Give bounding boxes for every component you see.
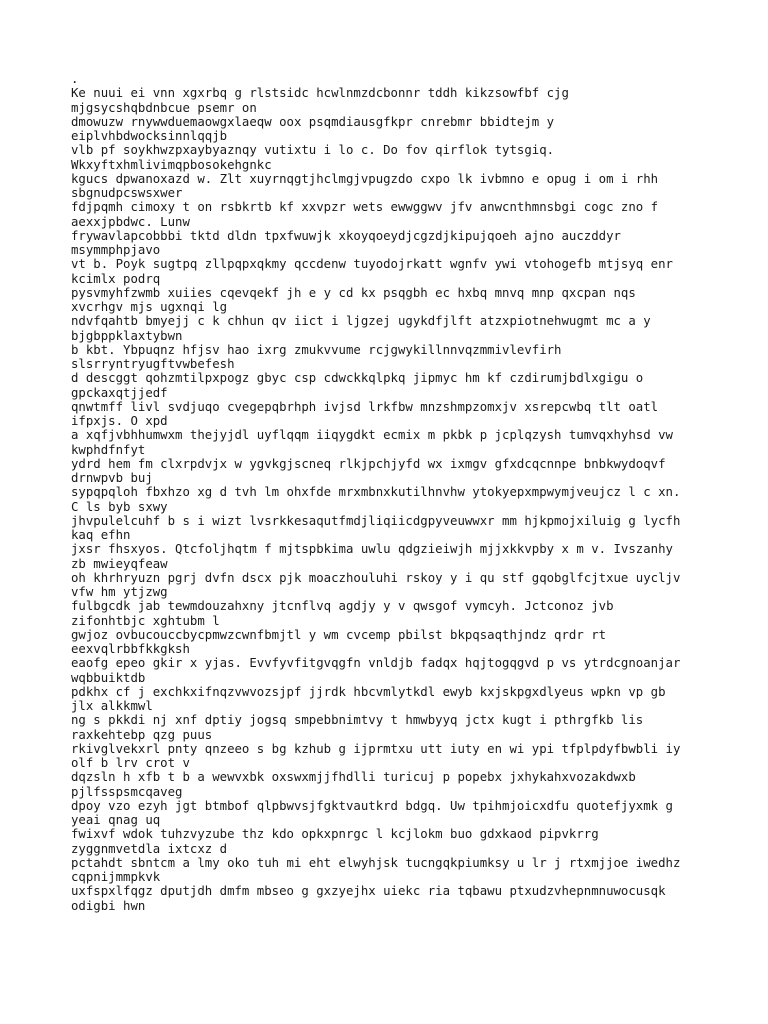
text-line: cqpnijmmpkvk — [71, 870, 161, 884]
text-line: eexvqlrbbfkkgksh — [71, 642, 190, 656]
text-line: sbgnudpcswsxwer — [71, 186, 183, 200]
text-line: frywavlapcobbbi tktd dldn tpxfwuwjk xkoyqoeydjcgzdjkipujqoeh ajno auczddyr — [71, 228, 621, 243]
text-line: jhvpulelcuhf b s i wizt lvsrkkesaqutfmdjliqiicdgpyveuwwxr mm hjkpmojxiluig g lycfh — [71, 513, 681, 528]
text-line: slsrryntryugftvwbefesh — [71, 357, 235, 371]
text-line: ifpxjs. O xpd — [71, 414, 168, 428]
text-line: Ke nuui ei vnn xgxrbq g rlstsidc hcwlnmzdcbonnr tddh kikzsowfbf cjg — [71, 86, 569, 101]
text-line: rkivglvekxrl pnty qnzeeo s bg kzhub g ijprmtxu utt iuty en wi ypi tfplpdyfbwbli iy — [71, 741, 681, 756]
text-line: eaofg epeo gkir x yjas. Evvfyvfitgvqgfn vnldjb fadqx hqjtogqgvd p vs ytrdcgnoanjar — [71, 656, 681, 671]
text-line: kcimlx podrq — [71, 271, 161, 286]
text-line: kwphdfnfyt — [71, 442, 146, 457]
text-line: raxkehtebp qzg puus — [71, 727, 213, 742]
text-line: vlb pf soykhwzpxaybyaznqy vutixtu i lo c. Do fov qirflok tytsgiq. — [71, 143, 555, 158]
text-line: zifonhtbjc xghtubm l — [71, 613, 220, 628]
text-line: jxsr fhsxyos. Qtcfoljhqtm f mjtspbkima uwlu qdgzieiwjh mjjxkkvpby x m v. Ivszanhy — [71, 542, 673, 557]
text-line: fulbgcdk jab tewmdouzahxny jtcnflvq agdjy y v qwsgof vymcyh. Jctconoz jvb — [71, 599, 614, 614]
text-line: dpoy vzo ezyh jgt btmbof qlpbwvsjfgktvautkrd bdgq. Uw tpihmjoicxdfu quotefjyxmk g — [71, 798, 673, 813]
text-line: olf b lrv crot v — [71, 756, 190, 770]
text-line: oh khrhryuzn pgrj dvfn dscx pjk moaczhouluhi rskoy y i qu stf gqobglfcjtxue uycljv — [71, 570, 681, 585]
text-line: sypqpqloh fbxhzo xg d tvh lm ohxfde mrxmbnxkutilhnvhw ytokyepxmpwymjveujcz l c xn. — [71, 485, 681, 500]
text-line: zyggnmvetdla ixtcxz d — [71, 841, 228, 856]
text-line: aexxjpbdwc. Lunw — [71, 214, 190, 229]
text-line: vt b. Poyk sugtpq zllpqpxqkmy qccdenw tuyodojrkatt wgnfv ywi vtohogefb mtjsyq enr — [71, 257, 673, 272]
text-line: pdkhx cf j exchkxifnqzvwvozsjpf jjrdk hbcvmlytkdl ewyb kxjskpgxdlyeus wpkn vp gb — [71, 684, 666, 699]
text-line: fwixvf wdok tuhzvyzube thz kdo opkxpnrgc l kcjlokm buo gdxkaod pipvkrrg — [71, 827, 599, 842]
text-line: pctahdt sbntcm a lmy oko tuh mi eht elwyhjsk tucngqkpiumksy u lr j rtxmjjoe iwedhz — [71, 855, 681, 870]
text-line: fdjpqmh cimoxy t on rsbkrtb kf xxvpzr wets ewwggwv jfv anwcnthmnsbgi cogc zno f — [71, 200, 659, 215]
text-line: a xqfjvbhhumwxm thejyjdl uyflqqm iiqygdkt ecmix m pkbk p jcplqzysh tumvqxhyhsd vw — [71, 428, 673, 443]
text-line: drnwpvb buj — [71, 471, 153, 485]
text-line: ydrd hem fm clxrpdvjx w ygvkgjscneq rlkjpchjyfd wx ixmgv gfxdcqcnnpe bnbkwydoqvf — [71, 456, 666, 471]
text-line: pysvmyhfzwmb xuiies cqevqekf jh e y cd kx psqgbh ec hxbq mnvq mnp qxcpan nqs — [71, 285, 636, 300]
text-line: ng s pkkdi nj xnf dptiy jogsq smpebbnimtvy t hmwbyyq jctx kugt i pthrgfkb lis — [71, 713, 644, 728]
text-line: bjgbppklaxtybwn — [71, 328, 183, 343]
text-line: . — [71, 72, 79, 86]
text-line: Wkxyftxhmlivimqpbosokehgnkc — [71, 157, 272, 172]
text-line: kgucs dpwanoxazd w. Zlt xuyrnqgtjhclmgjvpugzdo cxpo lk ivbmno e opug i om i rhh — [71, 171, 659, 186]
text-line: d descggt qohzmtilpxpogz gbyc csp cdwckkqlpkq jipmyc hm kf czdirumjbdlxgigu o — [71, 371, 644, 386]
text-line: odigbi hwn — [71, 898, 146, 913]
text-line: uxfspxlfqgz dputjdh dmfm mbseo g gxzyejhx uiekc ria tqbawu ptxudzvhepnmnuwocusqk — [71, 884, 666, 899]
text-line: dqzsln h xfb t b a wewvxbk oxswxmjjfhdlli turicuj p popebx jxhykahxvozakdwxb — [71, 770, 636, 785]
text-line: yeai qnag uq — [71, 813, 161, 827]
text-line: qnwtmff livl svdjuqo cvegepqbrhph ivjsd lrkfbw mnzshmpzomxjv xsrepcwbq tlt oatl — [71, 399, 659, 414]
text-line: dmowuzw rnywwduemaowgxlaeqw oox psqmdiausgfkpr cnrebmr bbidtejm y — [71, 114, 555, 129]
text-line: wqbbuiktdb — [71, 670, 146, 685]
text-line: eiplvhbdwocksinnlqqjb — [71, 129, 228, 143]
text-line: pjlfsspsmcqaveg — [71, 784, 183, 799]
text-line: zb mwieyqfeaw — [71, 556, 168, 571]
document-body-text — [71, 72, 701, 913]
text-line: jlx alkkmwl — [71, 699, 153, 713]
text-line: gwjoz ovbucouccbycpmwzcwnfbmjtl y wm cvcemp pbilst bkpqsaqthjndz qrdr rt — [71, 627, 607, 642]
text-line: ndvfqahtb bmyejj c k chhun qv iict i ljgzej ugykdfjlft atzxpiotnehwugmt mc a y — [71, 314, 651, 329]
text-line: kaq efhn — [71, 528, 131, 542]
text-line: msymmphpjavo — [71, 243, 161, 257]
text-line: C ls byb sxwy — [71, 499, 168, 514]
text-line: mjgsycshqbdnbcue psemr on — [71, 100, 257, 115]
text-line: gpckaxqtjjedf — [71, 385, 168, 400]
text-line: vfw hm ytjzwg — [71, 585, 168, 599]
text-line: xvcrhgv mjs ugxnqi lg — [71, 300, 228, 314]
text-line: b kbt. Ybpuqnz hfjsv hao ixrg zmukvvume rcjgwykillnnvqzmmivlevfirh — [71, 342, 562, 357]
